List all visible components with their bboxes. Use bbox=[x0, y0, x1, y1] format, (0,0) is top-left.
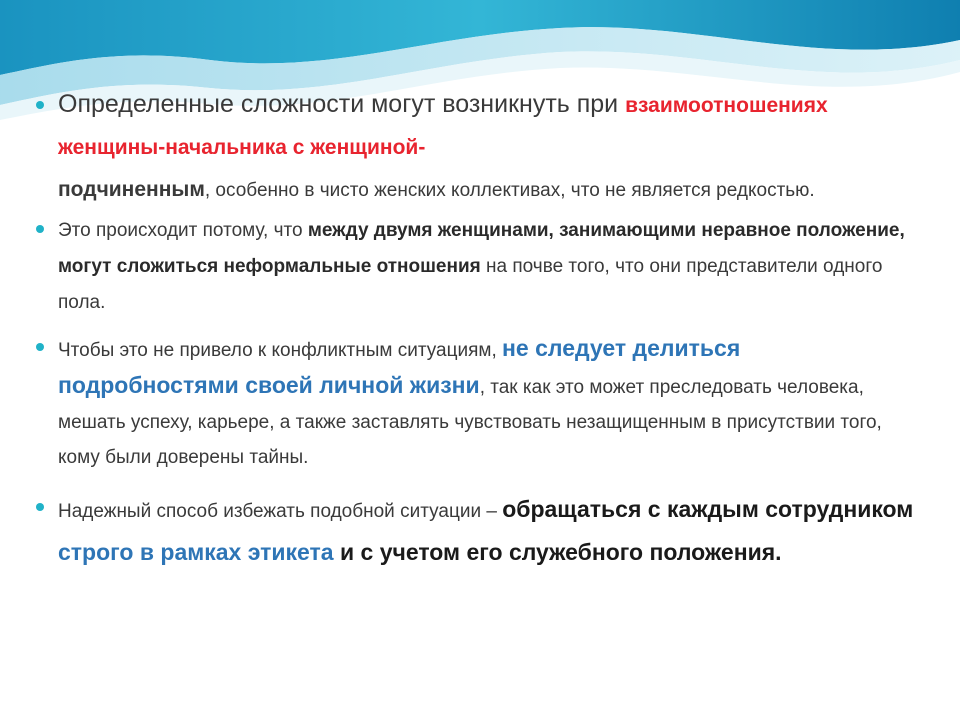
bullet-dot-icon bbox=[36, 343, 44, 351]
bold-text: между двумя женщинами, занимающими неравное положение, могут сложиться неформальные отношения bbox=[58, 220, 905, 277]
bullet-dot-icon bbox=[36, 225, 44, 233]
bullet-text: Надежный способ избежать подобной ситуации – bbox=[58, 501, 503, 522]
list-item bbox=[34, 213, 924, 321]
list-item bbox=[34, 331, 924, 475]
bullet-text: , так как это может преследовать человека, мешать успеху, карьере, а также заставлять чувствовать незащищенным в присутствии того, кому были доверены тайны. bbox=[58, 377, 882, 468]
bullet-text: , особенно в чисто женских коллективах, что не является редкостью. bbox=[204, 180, 815, 201]
list-item bbox=[34, 84, 924, 211]
bold-text: обращаться с каждым сотрудником bbox=[502, 496, 914, 522]
bullet-text: на почве того, что они представители одного пола. bbox=[58, 256, 883, 313]
highlight-red-text: взаимоотношениях женщины-начальника с женщиной- bbox=[58, 94, 828, 159]
content-body bbox=[34, 84, 924, 575]
bold-text: подчиненным bbox=[58, 178, 205, 201]
highlight-blue-text: не следует делиться подробностями своей личной жизни bbox=[58, 335, 741, 398]
bullet-text: Чтобы это не привело к конфликтным ситуациям, bbox=[58, 340, 503, 361]
bullet-text: Это происходит потому, что bbox=[58, 220, 308, 241]
highlight-blue-text: строго в рамках этикета bbox=[58, 539, 334, 565]
bullet-text: Определенные сложности могут возникнуть при bbox=[58, 90, 626, 118]
list-item bbox=[34, 489, 924, 575]
bullet-dot-icon bbox=[36, 503, 44, 511]
bullet-dot-icon bbox=[36, 101, 44, 109]
bold-text: и с учетом его служебного положения. bbox=[333, 539, 782, 565]
